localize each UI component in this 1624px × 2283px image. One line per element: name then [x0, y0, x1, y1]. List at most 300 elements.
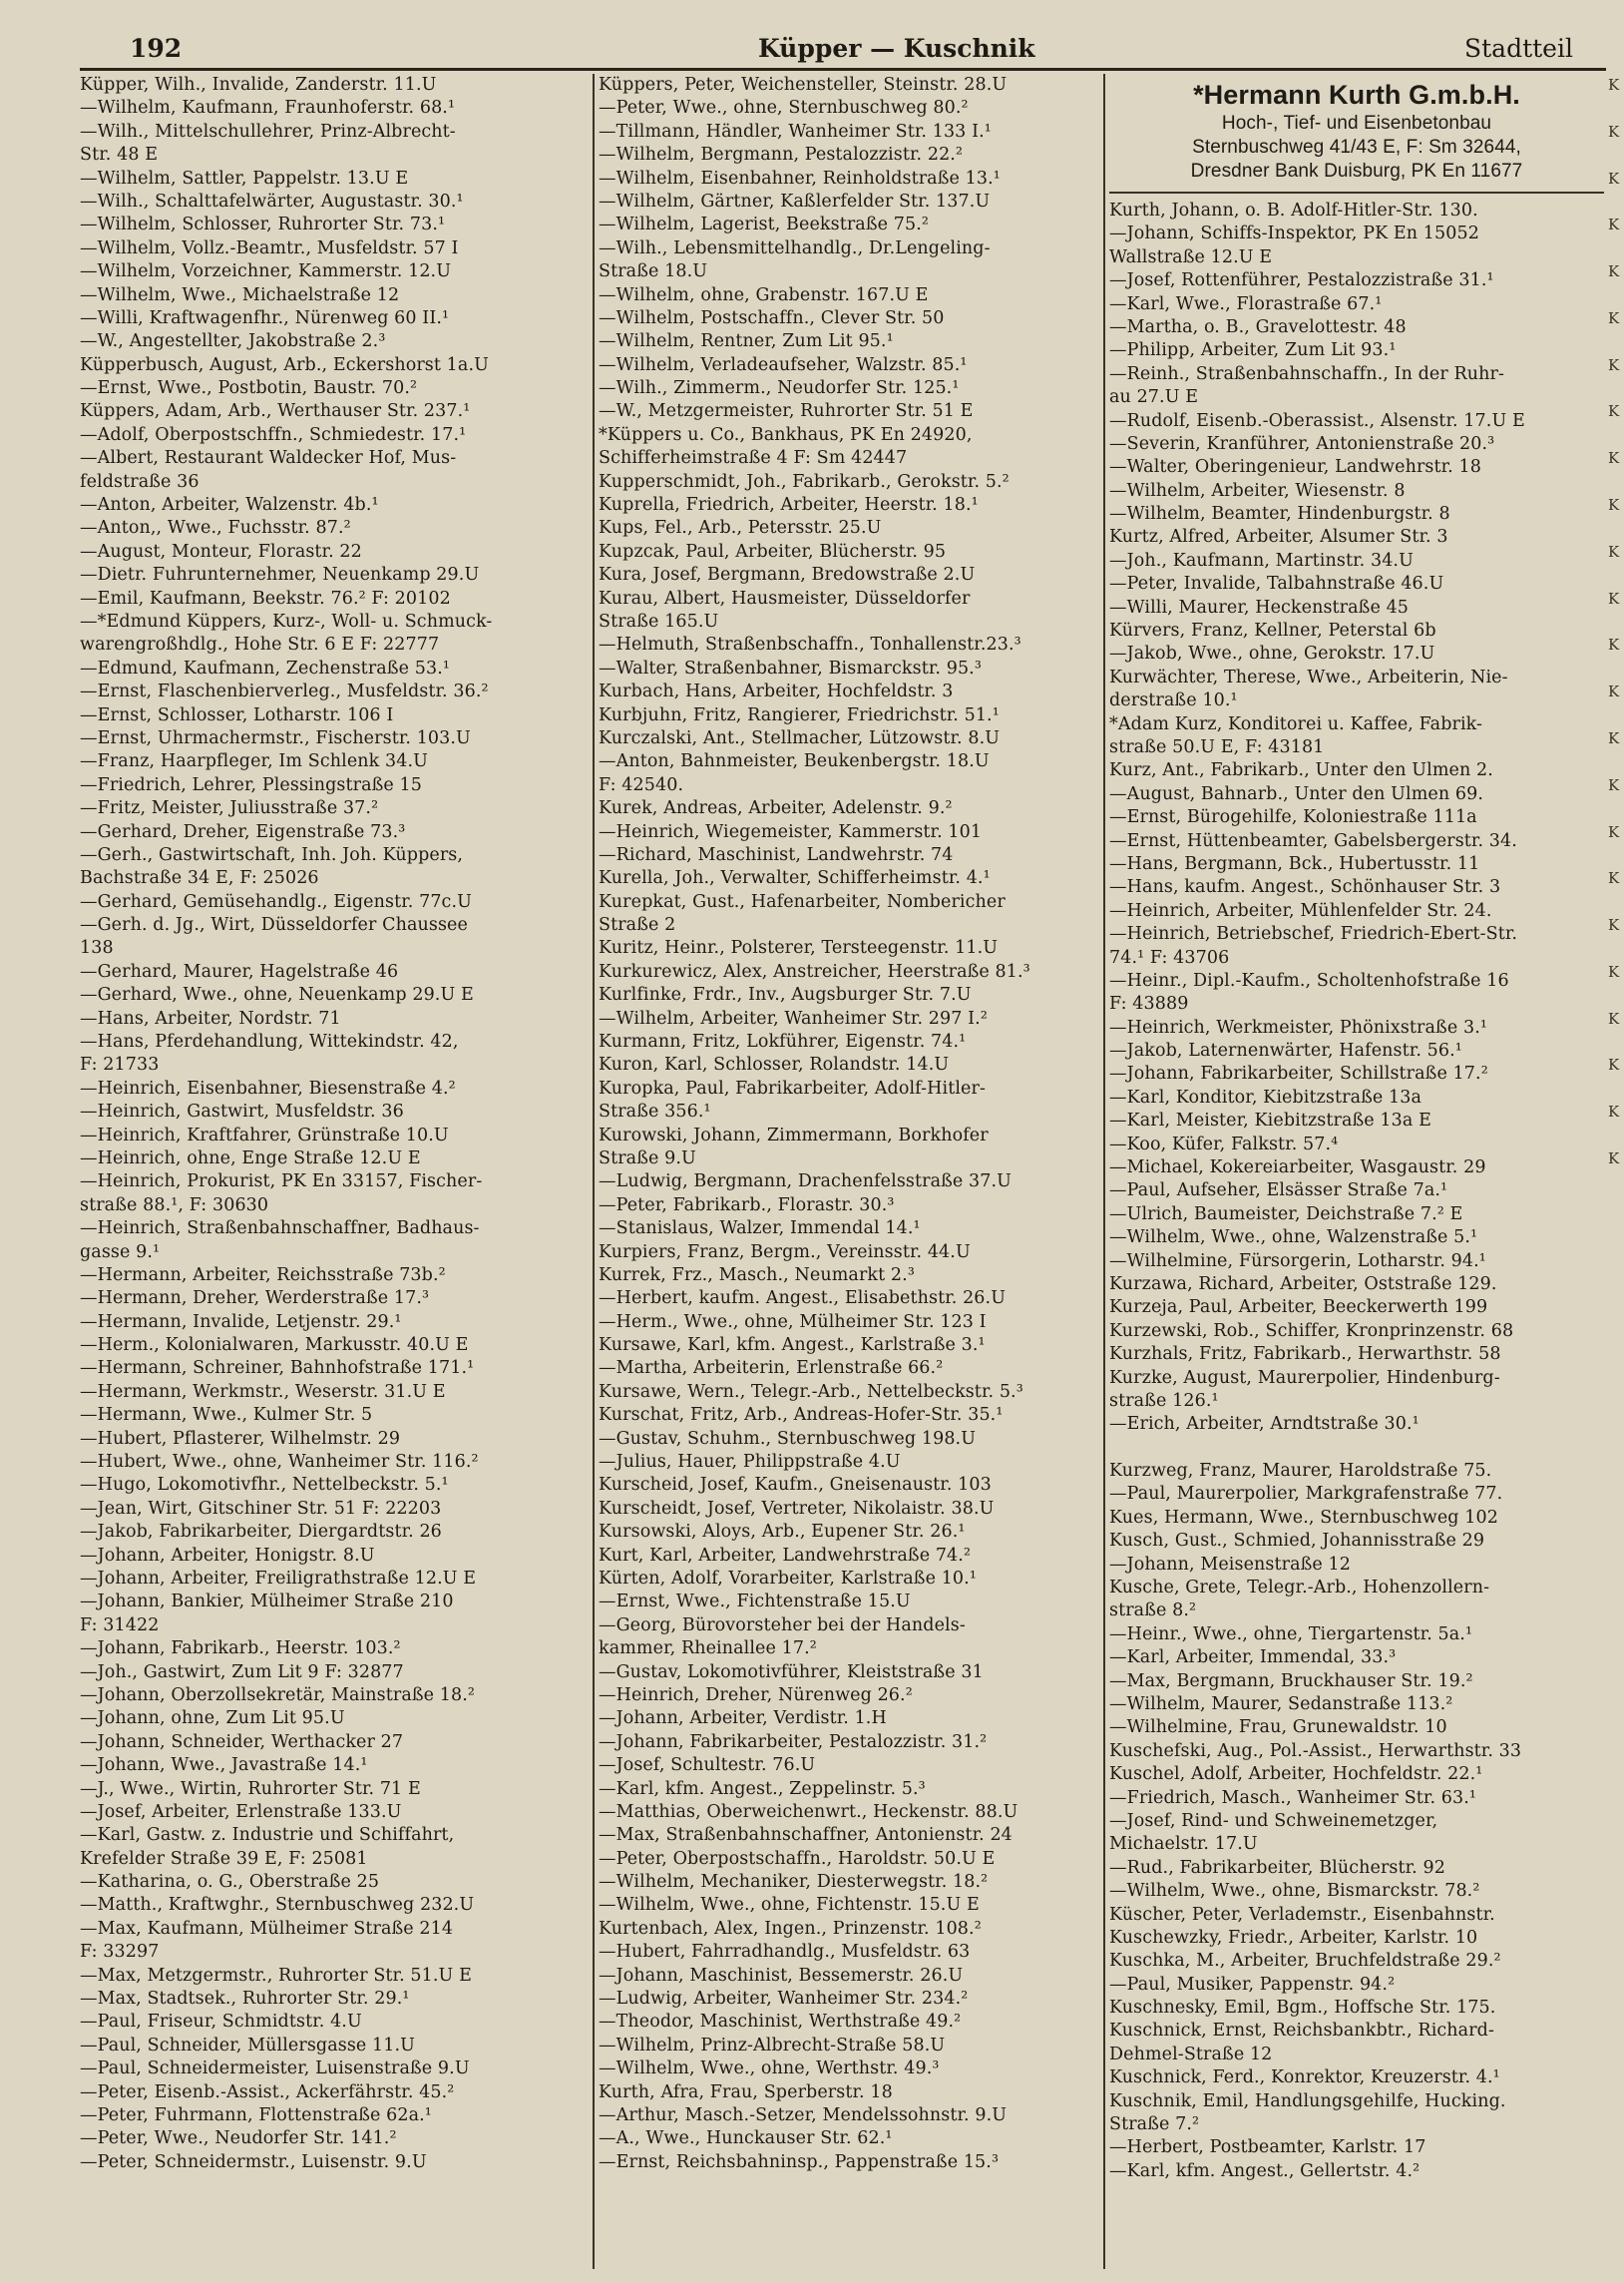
directory-entry: Kurscheid, Josef, Kaufm., Gneisenaustr. 103 [599, 1475, 992, 1496]
directory-entry: —Heinrich, Werkmeister, Phönixstraße 3.¹ [1109, 1017, 1487, 1038]
directory-entry: Kusche, Grete, Telegr.-Arb., Hohenzollern- [1109, 1578, 1490, 1598]
ad-company: *Hermann Kurth G.m.b.H. [1193, 80, 1520, 110]
column-divider [593, 74, 595, 2269]
directory-entry: Kurzweg, Franz, Maurer, Haroldstraße 75. [1109, 1461, 1492, 1482]
directory-entry: —Peter, Eisenb.-Assist., Ackerfährstr. 45.² [80, 2081, 455, 2102]
directory-entry: —Karl, Wwe., Florastraße 67.¹ [1109, 293, 1383, 314]
directory-entry: —Severin, Kranführer, Antonienstraße 20.³ [1109, 433, 1495, 454]
edge-letter: K [1608, 962, 1620, 981]
edge-letter: K [1608, 402, 1620, 421]
directory-entry: Straße 9.U [599, 1147, 696, 1168]
directory-entry: kammer, Rheinallee 17.² [599, 1638, 817, 1659]
directory-entry: —Michael, Kokereiarbeiter, Wasgaustr. 29 [1109, 1157, 1486, 1178]
edge-letter [1608, 750, 1624, 773]
directory-entry: Kurella, Joh., Verwalter, Schifferheimstr. 4.¹ [599, 868, 991, 889]
directory-entry: —Heinrich, Kraftfahrer, Grünstraße 10.U [80, 1125, 449, 1145]
directory-entry: F: 43889 [1109, 994, 1189, 1015]
directory-entry: —Arthur, Masch.-Setzer, Mendelssohnstr. 9.U [599, 2104, 1008, 2125]
directory-entry: Michaelstr. 17.U [1109, 1834, 1258, 1855]
directory-entry: —Willi, Maurer, Heckenstraße 45 [1109, 597, 1410, 618]
directory-entry: Kuschka, M., Arbeiter, Bruchfeldstraße 29.² [1109, 1951, 1501, 1972]
directory-entry: —Johann, Oberzollsekretär, Mainstraße 18.² [80, 1684, 476, 1705]
directory-entry: —Wilhelm, Eisenbahner, Reinholdstraße 13.¹ [599, 168, 1001, 189]
edge-letter: K [1608, 728, 1620, 747]
directory-entry: —Stanislaus, Walzer, Immendal 14.¹ [599, 1218, 921, 1239]
directory-entry: —Wilhelm, Wwe., ohne, Walzenstraße 5.¹ [1109, 1227, 1478, 1248]
directory-entry: —Josef, Rind- und Schweinemetzger, [1109, 1810, 1438, 1831]
directory-entry: —Heinrich, Gastwirt, Musfeldstr. 36 [80, 1102, 404, 1123]
directory-entry: —Erich, Arbeiter, Arndtstraße 30.¹ [1109, 1414, 1420, 1435]
directory-entry: —Willi, Kraftwagenfhr., Nürenweg 60 II.¹ [80, 307, 450, 328]
directory-entry: —Ernst, Hüttenbeamter, Gabelsbergerstr. 34. [1109, 830, 1517, 851]
directory-entry: Wallstraße 12.U E [1109, 246, 1273, 267]
edge-letter [1608, 937, 1624, 960]
edge-letter: K [1608, 916, 1620, 935]
directory-entry: Straße 356.¹ [599, 1102, 711, 1123]
directory-entry: —Albert, Restaurant Waldecker Hof, Mus- [80, 448, 457, 469]
edge-letter: K [1608, 869, 1620, 888]
directory-entry: Straße 18.U [599, 261, 708, 282]
directory-entry: —J., Wwe., Wirtin, Ruhrorter Str. 71 E [80, 1778, 421, 1799]
directory-entry: Kürten, Adolf, Vorarbeiter, Karlstraße 10.¹ [599, 1569, 977, 1589]
directory-entry: —Ludwig, Bergmann, Drachenfelsstraße 37.U [599, 1171, 1013, 1192]
directory-entry: *Adam Kurz, Konditorei u. Kaffee, Fabrik- [1109, 713, 1483, 734]
directory-entry: —Hubert, Pflasterer, Wilhelmstr. 29 [80, 1428, 401, 1449]
directory-entry: —Johann, Fabrikarbeiter, Schillstraße 17.² [1109, 1064, 1488, 1085]
directory-entry: —Anton, Bahnmeister, Beukenbergstr. 18.U [599, 751, 990, 772]
directory-entry: —Ernst, Reichsbahninsp., Pappenstraße 15.³ [599, 2151, 1000, 2172]
edge-letter [1608, 1031, 1624, 1054]
directory-entry: Kuron, Karl, Schlosser, Rolandstr. 14.U [599, 1055, 950, 1076]
directory-entry: straße 88.¹, F: 30630 [80, 1194, 269, 1215]
directory-entry: —Ernst, Bürogehilfe, Koloniestraße 111a [1109, 807, 1477, 828]
directory-entry: —Wilhelm, Schlosser, Ruhrorter Str. 73.¹ [80, 215, 446, 235]
directory-entry: Kursawe, Karl, kfm. Angest., Karlstraße 3.¹ [599, 1335, 986, 1356]
directory-entry: —Wilhelmine, Fürsorgerin, Lotharstr. 94.¹ [1109, 1250, 1486, 1271]
directory-entry: F: 33297 [80, 1942, 160, 1963]
directory-entry: —Wilhelm, Vorzeichner, Kammerstr. 12.U [80, 261, 452, 282]
directory-entry: Kuprella, Friedrich, Arbeiter, Heerstr. 18.¹ [599, 495, 979, 516]
directory-entry: —Wilhelm, Verladeaufseher, Walzstr. 85.¹ [599, 354, 968, 375]
directory-entry: Kurrek, Frz., Masch., Neumarkt 2.³ [599, 1264, 915, 1285]
ad-line: Dresdner Bank Duisburg, PK En 11677 [1190, 161, 1523, 182]
directory-entry: —Karl, Konditor, Kiebitzstraße 13a [1109, 1087, 1422, 1108]
directory-entry: Kurpiers, Franz, Bergm., Vereinsstr. 44.U [599, 1241, 971, 1262]
column-1 [80, 74, 589, 2269]
edge-letter [1608, 658, 1624, 681]
directory-entry: Kurowski, Johann, Zimmermann, Borkhofer [599, 1125, 989, 1145]
directory-entry: Kues, Hermann, Wwe., Sternbuschweg 102 [1109, 1507, 1498, 1528]
edge-letter [1608, 797, 1624, 820]
directory-entry: —Hermann, Schreiner, Bahnhofstraße 171.¹ [80, 1358, 475, 1379]
directory-entry: —Gerhard, Gemüsehandlg., Eigenstr. 77c.U [80, 891, 472, 912]
ad-line: Sternbuschweg 41/43 E, F: Sm 32644, [1192, 137, 1521, 158]
directory-entry: F: 21733 [80, 1055, 160, 1076]
directory-entry: —Peter, Fuhrmann, Flottenstraße 62a.¹ [80, 2104, 432, 2125]
directory-entry: —Dietr. Fuhrunternehmer, Neuenkamp 29.U [80, 565, 480, 586]
directory-entry: Kuritz, Heinr., Polsterer, Tersteegenstr. 11.U [599, 938, 999, 959]
directory-entry: —Paul, Friseur, Schmidtstr. 4.U [80, 2012, 362, 2033]
directory-entry: —Walter, Oberingenieur, Landwehrstr. 18 [1109, 457, 1481, 478]
directory-entry: straße 50.U E, F: 43181 [1109, 736, 1325, 757]
directory-entry: —W., Metzgermeister, Ruhrorter Str. 51 E [599, 401, 974, 422]
directory-entry: —Ernst, Wwe., Fichtenstraße 15.U [599, 1592, 911, 1612]
directory-entry: —Wilhelm, Wwe., ohne, Werthstr. 49.³ [599, 2058, 940, 2079]
column-divider [1103, 74, 1105, 2269]
directory-entry: —Karl, kfm. Angest., Gellertstr. 4.² [1109, 2160, 1421, 2181]
directory-entry: Kurek, Andreas, Arbeiter, Adelenstr. 9.² [599, 798, 953, 819]
directory-entry: —Wilhelm, Wwe., ohne, Bismarckstr. 78.² [1109, 1881, 1480, 1902]
directory-entry: —Heinrich, Dreher, Nürenweg 26.² [599, 1684, 913, 1705]
directory-entry: —Peter, Invalide, Talbahnstraße 46.U [1109, 574, 1444, 595]
directory-entry: —Paul, Aufseher, Elsässer Straße 7a.¹ [1109, 1180, 1448, 1201]
edge-letter: K [1608, 683, 1620, 701]
edge-letter: K [1608, 1009, 1620, 1028]
directory-entry: F: 31422 [80, 1614, 160, 1635]
directory-entry: Kurbjuhn, Fritz, Rangierer, Friedrichstr. 51.¹ [599, 704, 1000, 725]
directory-entry: —Heinr., Dipl.-Kaufm., Scholtenhofstraße 16 [1109, 970, 1509, 991]
directory-entry: Straße 165.U [599, 611, 719, 632]
directory-entry: —Anton, Arbeiter, Walzenstr. 4b.¹ [80, 495, 379, 516]
directory-entry: feldstraße 36 [80, 471, 200, 492]
directory-entry: —August, Monteur, Florastr. 22 [80, 541, 362, 562]
directory-entry: Kurau, Albert, Hausmeister, Düsseldorfer [599, 588, 971, 609]
directory-entry: Kurt, Karl, Arbeiter, Landwehrstraße 74.² [599, 1545, 972, 1566]
directory-entry: —Wilhelm, Postschaffn., Clever Str. 50 [599, 307, 945, 328]
edge-letter [1608, 144, 1624, 167]
directory-entry: —Heinrich, Arbeiter, Mühlenfelder Str. 24. [1109, 900, 1492, 921]
directory-entry: —Matth., Kraftwghr., Sternbuschweg 232.U [80, 1895, 475, 1916]
directory-entry: —Josef, Arbeiter, Erlenstraße 133.U [80, 1801, 402, 1822]
directory-entry: —Johann, ohne, Zum Lit 95.U [80, 1708, 345, 1729]
directory-entry: —Gerh., Gastwirtschaft, Inh. Joh. Küppers, [80, 844, 464, 865]
directory-entry: —Theodor, Maschinist, Werthstraße 49.² [599, 2012, 962, 2033]
directory-entry: —Herm., Wwe., ohne, Mülheimer Str. 123 I [599, 1311, 987, 1332]
directory-entry: —Peter, Wwe., Neudorfer Str. 141.² [80, 2128, 397, 2149]
directory-entry: —Herm., Kolonialwaren, Markusstr. 40.U E [80, 1335, 469, 1356]
edge-letter [1608, 377, 1624, 400]
edge-letter [1608, 984, 1624, 1007]
directory-entry: —Hubert, Wwe., ohne, Wanheimer Str. 116.² [80, 1452, 479, 1473]
directory-entry: Kurmann, Fritz, Lokführer, Eigenstr. 74.¹ [599, 1032, 967, 1053]
directory-entry: —Karl, Gastw. z. Industrie und Schiffahrt, [80, 1825, 455, 1846]
page-number: 192 [130, 34, 183, 63]
directory-entry: Kupzcak, Paul, Arbeiter, Blücherstr. 95 [599, 541, 947, 562]
directory-entry: —Helmuth, Straßenbschaffn., Tonhallenstr.23.³ [599, 635, 1021, 656]
directory-entry: —Edmund, Kaufmann, Zechenstraße 53.¹ [80, 658, 450, 679]
directory-entry: —Gerhard, Wwe., ohne, Neuenkamp 29.U E [80, 985, 474, 1006]
directory-entry: —Wilhelm, Lagerist, Beekstraße 75.² [599, 215, 929, 235]
edge-letter: K [1608, 496, 1620, 515]
directory-entry: —Gerhard, Maurer, Hagelstraße 46 [80, 961, 399, 982]
directory-entry: Kura, Josef, Bergmann, Bredowstraße 2.U [599, 565, 976, 586]
edge-letter: K [1608, 262, 1620, 281]
directory-entry: —Max, Straßenbahnschaffner, Antonienstr. 24 [599, 1825, 1013, 1846]
directory-entry: —Fritz, Meister, Juliusstraße 37.² [80, 798, 379, 819]
directory-entry: —Julius, Hauer, Philippstraße 4.U [599, 1452, 901, 1473]
directory-entry: —Hans, Pferdehandlung, Wittekindstr. 42, [80, 1032, 459, 1053]
edge-letter: K [1608, 169, 1620, 188]
directory-entry: —*Edmund Küppers, Kurz-, Woll- u. Schmuck- [80, 611, 493, 632]
directory-entry: —Jakob, Wwe., ohne, Gerokstr. 17.U [1109, 644, 1435, 665]
directory-entry: —Johann, Arbeiter, Honigstr. 8.U [80, 1545, 375, 1566]
edge-letter: K [1608, 122, 1620, 141]
directory-entry: —Ernst, Schlosser, Lotharstr. 106 I [80, 704, 394, 725]
directory-entry: Küpperbusch, August, Arb., Eckershorst 1a.U [80, 354, 489, 375]
directory-entry: —Hermann, Arbeiter, Reichsstraße 73b.² [80, 1264, 446, 1285]
directory-entry: —Matthias, Oberweichenwrt., Heckenstr. 88.U [599, 1801, 1018, 1822]
directory-entry: Kurzke, August, Maurerpolier, Hindenburg- [1109, 1367, 1500, 1388]
directory-entry: —Johann, Arbeiter, Freiligrathstraße 12.U E [80, 1569, 477, 1589]
edge-letter: K [1608, 76, 1620, 94]
directory-entry: —Gustav, Lokomotivführer, Kleiststraße 31 [599, 1661, 984, 1682]
edge-letter: K [1608, 1148, 1620, 1167]
directory-entry: warengroßhdlg., Hohe Str. 6 E F: 22777 [80, 635, 440, 656]
directory-entry: —Heinr., Wwe., ohne, Tiergartenstr. 5a.¹ [1109, 1623, 1473, 1644]
edge-letter [1608, 330, 1624, 353]
directory-entry: —Joh., Kaufmann, Martinstr. 34.U [1109, 550, 1414, 571]
directory-entry: —Wilh., Zimmerm., Neudorfer Str. 125.¹ [599, 378, 960, 399]
directory-entry: —Hubert, Fahrradhandlg., Musfeldstr. 63 [599, 1942, 971, 1963]
directory-entry: Kursowski, Aloys, Arb., Eupener Str. 26.¹ [599, 1522, 966, 1543]
directory-entry: —August, Bahnarb., Unter den Ulmen 69. [1109, 783, 1484, 804]
directory-entry: —Johann, Schneider, Werthacker 27 [80, 1731, 404, 1752]
directory-entry: —Max, Metzgermstr., Ruhrorter Str. 51.U E [80, 1965, 472, 1986]
edge-letter: K [1608, 636, 1620, 655]
directory-entry: Kupperschmidt, Joh., Fabrikarb., Gerokstr. 5.² [599, 471, 1010, 492]
directory-entry: Dehmel-Straße 12 [1109, 2044, 1273, 2064]
directory-entry: —Herbert, Postbeamter, Karlstr. 17 [1109, 2137, 1426, 2158]
directory-entry: straße 126.¹ [1109, 1390, 1219, 1411]
directory-entry: —Ernst, Flaschenbierverleg., Musfeldstr. 36.² [80, 682, 489, 702]
directory-entry: derstraße 10.¹ [1109, 690, 1238, 711]
page-title: Küpper — Kuschnik [758, 34, 1035, 63]
directory-entry: Küppers, Adam, Arb., Werthauser Str. 237.¹ [80, 401, 471, 422]
directory-entry: —Heinrich, Prokurist, PK En 33157, Fischer- [80, 1171, 483, 1192]
directory-entry: Schifferheimstraße 4 F: Sm 42447 [599, 448, 908, 469]
directory-entry: —Wilhelm, Arbeiter, Wiesenstr. 8 [1109, 480, 1406, 501]
directory-entry: —Martha, o. B., Gravelottestr. 48 [1109, 316, 1407, 337]
directory-entry: Kurschat, Fritz, Arb., Andreas-Hofer-Str. 35.¹ [599, 1405, 1004, 1426]
directory-entry: —Rudolf, Eisenb.-Oberassist., Alsenstr. 17.U E [1109, 410, 1525, 431]
directory-entry: Straße 2 [599, 915, 676, 936]
directory-entry: gasse 9.¹ [80, 1241, 161, 1262]
directory-entry: —Wilh., Lebensmittelhandlg., Dr.Lengeling- [599, 237, 991, 258]
directory-entry: Küscher, Peter, Verlademstr., Eisenbahnstr. [1109, 1904, 1495, 1925]
directory-entry: Bachstraße 34 E, F: 25026 [80, 868, 319, 889]
directory-entry: —Heinrich, ohne, Enge Straße 12.U E [80, 1147, 421, 1168]
directory-entry: Kurwächter, Therese, Wwe., Arbeiterin, Nie- [1109, 667, 1508, 687]
directory-entry: Kurkurewicz, Alex, Anstreicher, Heerstraße 81.³ [599, 961, 1030, 982]
edge-letter: K [1608, 216, 1620, 234]
directory-entry: —Gustav, Schuhm., Sternbuschweg 198.U [599, 1428, 977, 1449]
directory-entry: —Ulrich, Baumeister, Deichstraße 7.² E [1109, 1203, 1463, 1224]
directory-entry: Kürvers, Franz, Kellner, Peterstal 6b [1109, 621, 1436, 642]
directory-entry: —Josef, Schultestr. 76.U [599, 1755, 816, 1776]
directory-entry: —Katharina, o. G., Oberstraße 25 [80, 1872, 380, 1893]
directory-entry: —Richard, Maschinist, Landwehrstr. 74 [599, 844, 954, 865]
edge-letter: K [1608, 1103, 1620, 1122]
directory-entry: 74.¹ F: 43706 [1109, 947, 1230, 968]
directory-entry: —Johann, Arbeiter, Verdistr. 1.H [599, 1708, 887, 1729]
directory-entry: Kuropka, Paul, Fabrikarbeiter, Adolf-Hitler- [599, 1078, 986, 1099]
directory-entry: *Küppers u. Co., Bankhaus, PK En 24920, [599, 424, 973, 445]
directory-entry: —Heinrich, Wiegemeister, Kammerstr. 101 [599, 821, 983, 842]
directory-entry: —Peter, Schneidermstr., Luisenstr. 9.U [80, 2151, 427, 2172]
section-label: Stadtteil [1464, 34, 1573, 63]
edge-letter [1608, 891, 1624, 914]
edge-letter [1608, 704, 1624, 727]
directory-entry: —Heinrich, Straßenbahnschaffner, Badhaus- [80, 1218, 480, 1239]
directory-entry: —Tillmann, Händler, Wanheimer Str. 133 I.¹ [599, 121, 992, 142]
edge-letter [1608, 1078, 1624, 1101]
edge-letter [1608, 564, 1624, 587]
directory-entry: —Karl, Arbeiter, Immendal, 33.³ [1109, 1647, 1397, 1668]
directory-entry: —Max, Kaufmann, Mülheimer Straße 214 [80, 1918, 454, 1939]
directory-entry: —Friedrich, Lehrer, Plessingstraße 15 [80, 774, 423, 795]
directory-entry: —Paul, Maurerpolier, Markgrafenstraße 77. [1109, 1484, 1503, 1505]
directory-entry: —Hans, Arbeiter, Nordstr. 71 [80, 1008, 341, 1029]
directory-entry: —Herbert, kaufm. Angest., Elisabethstr. 26.U [599, 1288, 1007, 1309]
directory-entry: —Martha, Arbeiterin, Erlenstraße 66.² [599, 1358, 944, 1379]
directory-entry: Kurczalski, Ant., Stellmacher, Lützowstr. 8.U [599, 727, 1001, 748]
directory-entry: —A., Wwe., Hunckauser Str. 62.¹ [599, 2128, 893, 2149]
directory-entry: Kups, Fel., Arb., Petersstr. 25.U [599, 518, 882, 539]
directory-entry: Kurzawa, Richard, Arbeiter, Oststraße 129. [1109, 1273, 1497, 1294]
advertisement [1109, 74, 1604, 194]
directory-entry: —Paul, Schneider, Müllersgasse 11.U [80, 2035, 416, 2055]
directory-entry: —Josef, Rottenführer, Pestalozzistraße 31.¹ [1109, 270, 1494, 291]
directory-entry: —W., Angestellter, Jakobstraße 2.³ [80, 331, 386, 352]
directory-entry: Kurth, Afra, Frau, Sperberstr. 18 [599, 2081, 893, 2102]
directory-entry: —Hugo, Lokomotivfhr., Nettelbeckstr. 5.¹ [80, 1475, 449, 1496]
directory-entry: —Adolf, Oberpostschffn., Schmiedestr. 17.¹ [80, 424, 467, 445]
directory-entry: au 27.U E [1109, 387, 1199, 408]
edge-letter [1608, 1125, 1624, 1147]
directory-entry: Küpper, Wilh., Invalide, Zanderstr. 11.U [80, 75, 437, 95]
directory-entry: —Johann, Maschinist, Bessemerstr. 26.U [599, 1965, 964, 1986]
directory-entry: 138 [80, 938, 114, 959]
directory-entry: —Wilhelm, ohne, Grabenstr. 167.U E [599, 284, 929, 305]
directory-entry: —Hermann, Dreher, Werderstraße 17.³ [80, 1288, 430, 1309]
directory-entry: —Paul, Musiker, Pappenstr. 94.² [1109, 1974, 1396, 1995]
directory-entry: —Wilhelm, Rentner, Zum Lit 95.¹ [599, 331, 894, 352]
directory-entry: —Johann, Meisenstraße 12 [1109, 1554, 1351, 1575]
edge-letter: K [1608, 449, 1620, 468]
directory-entry: —Karl, Meister, Kiebitzstraße 13a E [1109, 1111, 1431, 1132]
directory-entry: —Peter, Fabrikarb., Florastr. 30.³ [599, 1194, 895, 1215]
directory-entry: Kurth, Johann, o. B. Adolf-Hitler-Str. 130. [1109, 201, 1478, 221]
directory-entry: —Wilhelm, Gärtner, Kaßlerfelder Str. 137.U [599, 191, 991, 212]
directory-entry: —Wilhelm, Sattler, Pappelstr. 13.U E [80, 168, 409, 189]
directory-entry: Kurepkat, Gust., Hafenarbeiter, Nombericher [599, 891, 1006, 912]
directory-entry: —Hermann, Werkmstr., Weserstr. 31.U E [80, 1381, 446, 1402]
directory-entry: —Johann, Bankier, Mülheimer Straße 210 [80, 1592, 454, 1612]
directory-entry: —Ernst, Uhrmachermstr., Fischerstr. 103.U [80, 727, 471, 748]
directory-entry [1109, 1437, 1604, 1460]
directory-entry: —Hermann, Wwe., Kulmer Str. 5 [80, 1405, 373, 1426]
directory-entry: —Wilh., Mittelschullehrer, Prinz-Albrecht- [80, 121, 456, 142]
directory-entry: Kuschefski, Aug., Pol.-Assist., Herwarthstr. 33 [1109, 1740, 1522, 1761]
directory-entry: —Joh., Gastwirt, Zum Lit 9 F: 32877 [80, 1661, 404, 1682]
directory-entry: Kurbach, Hans, Arbeiter, Hochfeldstr. 3 [599, 682, 954, 702]
directory-entry: —Wilhelm, Vollz.-Beamtr., Musfeldstr. 57 I [80, 237, 459, 258]
directory-entry: Kuschel, Adolf, Arbeiter, Hochfeldstr. 22.¹ [1109, 1764, 1483, 1785]
directory-entry: —Wilhelm, Maurer, Sedanstraße 113.² [1109, 1694, 1453, 1714]
edge-letter [1608, 611, 1624, 634]
directory-entry: —Peter, Oberpostschaffn., Haroldstr. 50.U E [599, 1848, 996, 1869]
directory-entry: Kurzhals, Fritz, Fabrikarb., Herwarthstr. 58 [1109, 1344, 1501, 1365]
directory-entry: —Wilhelmine, Frau, Grunewaldstr. 10 [1109, 1717, 1447, 1738]
directory-entry: —Jakob, Fabrikarbeiter, Diergardtstr. 26 [80, 1522, 442, 1543]
directory-entry: Küppers, Peter, Weichensteller, Steinstr. 28.U [599, 75, 1008, 95]
edge-letter: K [1608, 589, 1620, 608]
edge-letter [1608, 517, 1624, 540]
header-rule [80, 68, 1606, 71]
directory-entry: —Georg, Bürovorsteher bei der Handels- [599, 1614, 966, 1635]
directory-entry: —Gerh. d. Jg., Wirt, Düsseldorfer Chaussee [80, 915, 468, 936]
directory-entry: straße 8.² [1109, 1600, 1197, 1621]
directory-entry: —Walter, Straßenbahner, Bismarckstr. 95.³ [599, 658, 982, 679]
directory-entry: —Peter, Wwe., ohne, Sternbuschweg 80.² [599, 98, 969, 119]
edge-letter [1608, 237, 1624, 260]
edge-letter [1608, 471, 1624, 494]
directory-entry: Kurz, Ant., Fabrikarb., Unter den Ulmen 2. [1109, 760, 1493, 781]
directory-entry: —Emil, Kaufmann, Beekstr. 76.² F: 20102 [80, 588, 451, 609]
directory-entry: —Karl, kfm. Angest., Zeppelinstr. 5.³ [599, 1778, 926, 1799]
edge-letter [1608, 424, 1624, 447]
directory-entry: Str. 48 E [80, 145, 159, 166]
directory-entry: —Johann, Schiffs-Inspektor, PK En 15052 [1109, 224, 1479, 244]
directory-entry: —Ludwig, Arbeiter, Wanheimer Str. 234.² [599, 1989, 969, 2010]
directory-entry: —Heinrich, Betriebschef, Friedrich-Ebert-Str. [1109, 924, 1518, 945]
directory-entry: —Wilhelm, Mechaniker, Diesterwegstr. 18.² [599, 1872, 989, 1893]
directory-entry: —Wilh., Schalttafelwärter, Augustastr. 30.¹ [80, 191, 464, 212]
directory-entry: —Heinrich, Eisenbahner, Biesenstraße 4.² [80, 1078, 456, 1099]
directory-entry: Kurtenbach, Alex, Ingen., Prinzenstr. 108.² [599, 1918, 982, 1939]
column-2 [599, 74, 1099, 2269]
directory-entry: —Paul, Schneidermeister, Luisenstraße 9.U [80, 2058, 470, 2079]
edge-letter [1608, 97, 1624, 120]
directory-entry: —Reinh., Straßenbahnschaffn., In der Ruhr- [1109, 363, 1505, 384]
edge-letter [1608, 844, 1624, 867]
column-3 [1109, 74, 1604, 2269]
ad-line: Hoch-, Tief- und Eisenbetonbau [1221, 113, 1492, 134]
directory-entry: —Jean, Wirt, Gitschiner Str. 51 F: 22203 [80, 1498, 442, 1519]
directory-entry: —Wilhelm, Kaufmann, Fraunhoferstr. 68.¹ [80, 98, 456, 119]
edge-letter: K [1608, 775, 1620, 794]
directory-entry: Krefelder Straße 39 E, F: 25081 [80, 1848, 368, 1869]
directory-entry: Kurscheidt, Josef, Vertreter, Nikolaistr. 38.U [599, 1498, 995, 1519]
edge-letter: K [1608, 1056, 1620, 1075]
directory-entry: —Wilhelm, Arbeiter, Wanheimer Str. 297 I.² [599, 1008, 988, 1029]
directory-entry: —Philipp, Arbeiter, Zum Lit 93.¹ [1109, 340, 1397, 361]
directory-entry: —Hans, kaufm. Angest., Schönhauser Str. 3 [1109, 877, 1501, 898]
directory-entry: Kurtz, Alfred, Arbeiter, Alsumer Str. 3 [1109, 527, 1448, 548]
directory-entry: —Johann, Fabrikarbeiter, Pestalozzistr. 31.² [599, 1731, 988, 1752]
directory-entry: Kuschnick, Ernst, Reichsbankbtr., Richard- [1109, 2021, 1494, 2042]
directory-entry: —Max, Stadtsek., Ruhrorter Str. 29.¹ [80, 1989, 410, 2010]
edge-letter: K [1608, 822, 1620, 841]
directory-entry: —Wilhelm, Prinz-Albrecht-Straße 58.U [599, 2035, 946, 2055]
edge-letter [1608, 191, 1624, 214]
directory-entry: Kurzewski, Rob., Schiffer, Kronprinzenstr. 68 [1109, 1320, 1514, 1341]
directory-entry: —Wilhelm, Wwe., Michaelstraße 12 [80, 284, 400, 305]
directory-entry: Kurzeja, Paul, Arbeiter, Beeckerwerth 199 [1109, 1297, 1488, 1318]
directory-entry: —Koo, Küfer, Falkstr. 57.⁴ [1109, 1134, 1339, 1154]
directory-entry: Kuschnesky, Emil, Bgm., Hoffsche Str. 175. [1109, 1998, 1496, 2019]
directory-entry: —Jakob, Laternenwärter, Hafenstr. 56.¹ [1109, 1041, 1462, 1062]
